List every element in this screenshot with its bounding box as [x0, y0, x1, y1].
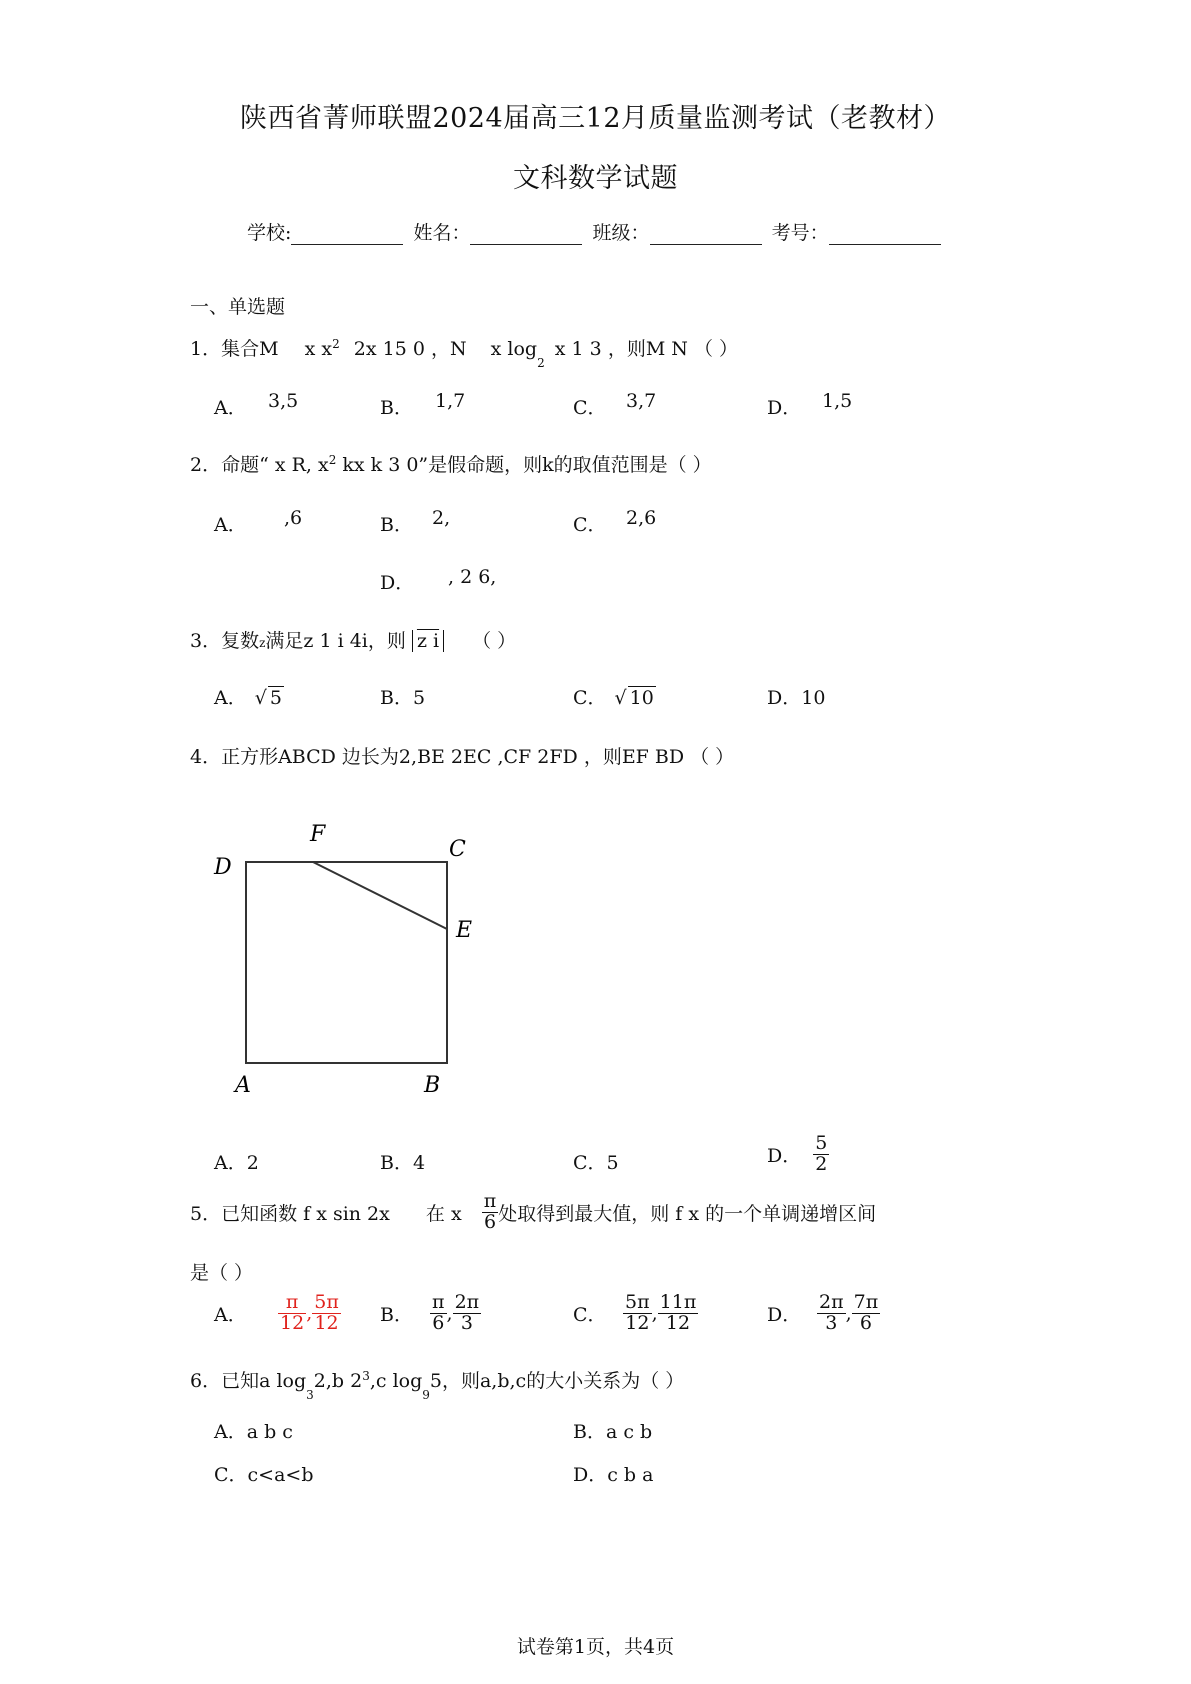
section-heading: 一、单选题 — [190, 296, 286, 318]
q5-option-a[interactable]: A． $\frac{\pi}{12}$ , $\frac{5\pi}{12}$ — [214, 1291, 339, 1334]
q1-option-d-value: 1,5 — [822, 390, 853, 412]
name-label: 姓名： — [413, 222, 471, 244]
q1-option-b-label[interactable]: B． — [380, 397, 413, 419]
q3-option-d[interactable]: D．10 — [767, 687, 826, 709]
class-blank[interactable] — [650, 224, 762, 245]
square-figure — [200, 810, 500, 1110]
q4-option-c[interactable]: C．5 — [573, 1152, 619, 1174]
q2-option-d-value: , 2 6, — [448, 566, 497, 588]
q2-option-c-label[interactable]: C． — [573, 514, 607, 536]
q2-option-a-value: ,6 — [284, 507, 303, 529]
q1-option-c-label[interactable]: C． — [573, 397, 607, 419]
q3-option-c[interactable]: C． √ 10 — [573, 687, 654, 709]
label-a: A — [235, 1073, 251, 1098]
name-blank[interactable] — [470, 224, 582, 245]
page-footer: 试卷第1页，共4页 — [516, 1636, 675, 1658]
q5-option-b[interactable]: B． $\frac{\pi}{6}$ , $\frac{2\pi}{3}$ — [380, 1291, 480, 1334]
q2-option-b-label[interactable]: B． — [380, 514, 413, 536]
exam-title: 陕西省菁师联盟2024届高三12月质量监测考试（老教材） — [239, 103, 952, 134]
school-blank[interactable] — [291, 224, 403, 245]
fraction: $\frac{\pi}{6}$ — [483, 1190, 497, 1233]
q2-option-b-value: 2, — [432, 507, 451, 529]
q6-option-a[interactable]: A．a b c — [214, 1421, 293, 1443]
question-6: 6．已知a $\log_32,b$ $2^3,c$ $\log_95$，则a,b,c的大小关系为（ ） — [190, 1369, 685, 1402]
abs-value: z i — [412, 630, 444, 652]
exam-subtitle: 文科数学试题 — [513, 163, 678, 194]
fraction: $\frac{5}{2}$ — [815, 1132, 828, 1175]
label-c: C — [449, 837, 466, 862]
q4-option-b[interactable]: B．4 — [380, 1152, 426, 1174]
q2-option-a-label[interactable]: A． — [214, 514, 247, 536]
q2-option-c-value: 2,6 — [626, 507, 657, 529]
label-b: B — [424, 1073, 441, 1098]
question-2: 2．命题“ x R, $x^2$ kx k 3 0”是假命题，则k的取值范围是（ ） — [190, 453, 712, 476]
q5-option-d[interactable]: D． $\frac{2\pi}{3}$ , $\frac{7\pi}{6}$ — [767, 1291, 879, 1334]
square-abcd — [246, 862, 447, 1063]
number-label: 考号： — [771, 222, 829, 244]
q2-option-d-label[interactable]: D． — [380, 572, 415, 594]
q4-option-a[interactable]: A．2 — [214, 1152, 259, 1174]
question-1: 1．集合M x $x^2$ 2x 15 0 ，N x $\log_2 x$ 1 3 ，则M N （ ） — [190, 337, 739, 370]
q5-option-a-interval: $\frac{\pi}{12}$ , $\frac{5\pi}{12}$ — [280, 1291, 339, 1334]
number-blank[interactable] — [829, 224, 941, 245]
label-f: F — [310, 822, 326, 847]
q6-option-d[interactable]: D．c b a — [573, 1464, 654, 1486]
label-e: E — [456, 918, 473, 943]
question-5-continued: 是（ ） — [190, 1262, 254, 1284]
q1-option-b-value: 1,7 — [435, 390, 466, 412]
sqrt-icon: √ — [254, 687, 267, 709]
question-5: 5．已知函数 f x sin 2x 在 x $\frac{\pi}{6}$ 处取得到最大值，则 f x 的一个单调递增区间 — [190, 1190, 877, 1233]
school-label: 学校: — [247, 222, 292, 244]
q1-option-a-label[interactable]: A． — [214, 397, 247, 419]
q6-option-c[interactable]: C．c<a<b — [214, 1464, 314, 1486]
q3-option-b[interactable]: B．5 — [380, 687, 426, 709]
q1-option-d-label[interactable]: D． — [767, 397, 802, 419]
student-info-line — [247, 218, 945, 245]
sqrt-icon: √ — [614, 687, 627, 709]
q5-option-c[interactable]: C． $\frac{5\pi}{12}$ , $\frac{11\pi}{12}$ — [573, 1291, 697, 1334]
class-label: 班级： — [592, 222, 650, 244]
question-3: 3．复数z满足z 1 i 4i，则 z i （ ） — [190, 630, 517, 652]
q1-option-a-value: 3,5 — [268, 390, 299, 412]
question-4: 4．正方形ABCD 边长为2,BE 2EC ,CF 2FD ，则EF BD （ ） — [190, 746, 735, 768]
q4-option-d[interactable]: D． $\frac{5}{2}$ — [767, 1132, 828, 1175]
segment-ef — [313, 862, 447, 929]
q3-option-a[interactable]: A． √ 5 — [214, 687, 282, 709]
label-d: D — [214, 855, 232, 880]
q1-option-c-value: 3,7 — [626, 390, 657, 412]
q6-option-b[interactable]: B．a c b — [573, 1421, 653, 1443]
